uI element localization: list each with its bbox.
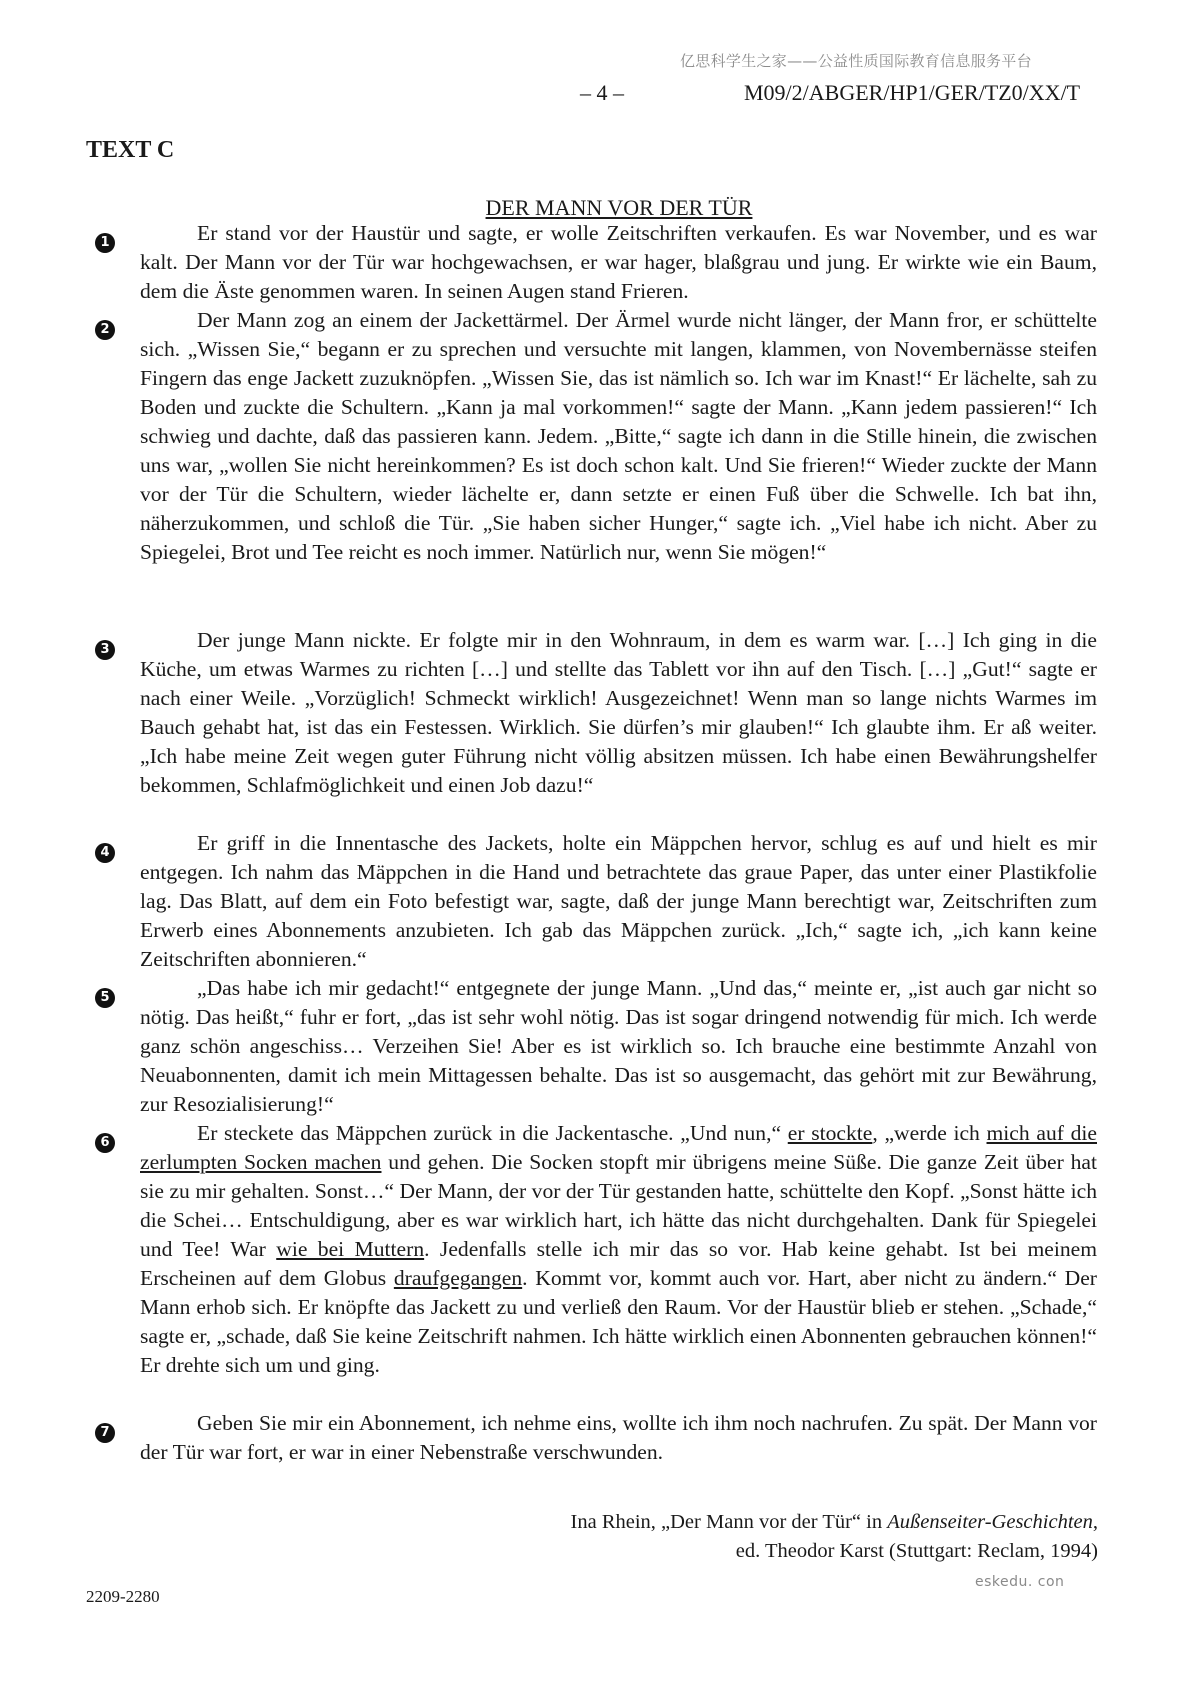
citation-line-1 [398, 1508, 1098, 1537]
paragraph-7: Geben Sie mir ein Abonnement, ich nehme eins, wollte ich ihm noch nachrufen. Zu spät. Der Mann vor der Tür war fort, er war in einer Nebenstraße verschwunden. [140, 1411, 1097, 1464]
underlined-phrase-2: mich auf die zerlumpten Socken machen [140, 1121, 1097, 1174]
paragraph-1: Er stand vor der Haustür und sagte, er wolle Zeitschriften verkaufen. Es war November, und es war kalt. Der Mann vor der Tür war hochgewachsen, er war hager, blaßgrau und jung. Er wirkte wie ein Baum, dem die Äste genommen waren. In seinen Augen stand Frieren. [140, 221, 1097, 303]
paragraph-marker-2: 2 [95, 320, 115, 340]
paragraph-6-text-4: . Jedenfalls stelle ich mir das so vor. Hab keine gehabt. Ist bei meinem Erscheinen auf dem Globus [140, 1237, 1097, 1290]
paragraph-marker-7: 7 [95, 1423, 115, 1443]
watermark-top: 亿思科学生之家——公益性质国际教育信息服务平台 [680, 52, 1032, 70]
paragraph-2: Der Mann zog an einem der Jackettärmel. Der Ärmel wurde nicht länger, der Mann fror, er schüttelte sich. „Wissen Sie,“ begann er zu sprechen und versuchte mit langen, klammen, von Novembernässe steifen Fingern das enge Jackett zuzuknöpfen. „Wissen Sie, das ist nämlich so. Ich war im Knast!“ Er lächelte, sah zu Boden und zuckte die Schultern. „Kann ja mal vorkommen!“ sagte der Mann. „Kann jedem passieren!“ Ich schwieg und dachte, daß das passieren kann. Jedem. „Bitte,“ sagte ich dann in die Stille hinein, die zwischen uns war, „wollen Sie nicht hereinkommen? Es ist doch schon kalt. Und Sie frieren!“ Wieder zuckte der Mann vor der Tür die Schultern, wieder lächelte er, dann setzte er einen Fuß über die Schwelle. Ich bat ihn, näherzukommen, und schloß die Tür. „Sie haben sicher Hunger,“ sagte ich. „Viel habe ich nicht. Aber zu Spiegelei, Brot und Tee reicht es noch immer. Natürlich nur, wenn Sie mögen!“ [140, 308, 1097, 564]
paragraph-marker-3: 3 [95, 640, 115, 660]
citation-line-2: ed. Theodor Karst (Stuttgart: Reclam, 1994) [735, 1540, 1098, 1562]
watermark-bottom: eskedu. con [975, 1574, 1065, 1590]
paragraph-marker-1: 1 [95, 233, 115, 253]
citation-prefix: Ina Rhein, „Der Mann vor der Tür“ in [570, 1511, 888, 1533]
paragraph-5: „Das habe ich mir gedacht!“ entgegnete der junge Mann. „Und das,“ meinte er, „ist auch gar nicht so nötig. Das heißt,“ fuhr er fort, „das ist sehr wohl nötig. Das ist sogar dringend notwendig für mich. Ich werde ganz schön angeschiss… Verzeihen Sie! Aber es ist wirklich so. Ich brauche eine bestimmte Anzahl von Neuabonnenten, damit ich mein Mittagessen behalte. Das ist so ausgemacht, das gehört mit zur Bewährung, zur Resozialisierung!“ [140, 976, 1097, 1116]
paragraph-marker-6: 6 [95, 1133, 115, 1153]
page-title: DER MANN VOR DER TÜR [485, 195, 753, 220]
underlined-phrase-3: wie bei Muttern [276, 1237, 425, 1261]
citation-book-title: Außenseiter-Geschichten [887, 1511, 1093, 1533]
paragraph-6 [140, 1119, 1097, 1380]
paragraph-6-text-3: und gehen. Die Socken stopft mir übrigens meine Süße. Die ganze Zeit über hat sie zu mir gehalten. Sonst…“ Der Mann, der vor der Tür gestanden hatte, schüttelte den Kopf. „Sonst hätte ich die Schei… Entschuldigung, aber es war wirklich hart, ich hätte das nicht durchgehalten. Dank für Spiegelei und Tee! War [140, 1150, 1097, 1261]
footer-code: 2209-2280 [86, 1587, 160, 1606]
citation [398, 1508, 1098, 1566]
paragraph-marker-5: 5 [95, 988, 115, 1008]
paragraph-6-text-1: Er steckete das Mäppchen zurück in die Jackentasche. „Und nun,“ [197, 1121, 788, 1145]
paragraph-6-text-5: . Kommt vor, kommt auch vor. Hart, aber nicht zu ändern.“ Der Mann erhob sich. Er knöpfte das Jackett zu und verließ den Raum. Vor der Haustür blieb er stehen. „Schade,“ sagte er, „schade, daß Sie keine Zeitschrift nahmen. Ich hätte wirklich einen Abonnenten gebrauchen können!“ Er drehte sich um und ging. [140, 1266, 1097, 1377]
underlined-phrase-1: er stockte [787, 1121, 873, 1145]
page-number: – 4 – [580, 80, 624, 105]
section-label: TEXT C [86, 137, 175, 163]
exam-code: M09/2/ABGER/HP1/GER/TZ0/XX/T [744, 80, 1081, 105]
citation-suffix: , [1092, 1511, 1098, 1533]
paragraph-6-text-2: , „werde ich [872, 1121, 987, 1145]
underlined-phrase-4: draufgegangen [393, 1266, 523, 1290]
paragraph-4: Er griff in die Innentasche des Jackets, holte ein Mäppchen hervor, schlug es auf und hielt es mir entgegen. Ich nahm das Mäppchen in die Hand und betrachtete das graue Paper, das unter einer Plastikfolie lag. Das Blatt, auf dem ein Foto befestigt war, sagte, daß der junge Mann berechtigt war, Zeitschriften zum Erwerb eines Abonnements anzubieten. Ich gab das Mäppchen zurück. „Ich,“ sagte ich, „ich kann keine Zeitschriften abonnieren.“ [140, 831, 1097, 971]
paragraph-3: Der junge Mann nickte. Er folgte mir in den Wohnraum, in dem es warm war. […] Ich ging in die Küche, um etwas Warmes zu richten […] und stellte das Tablett vor ihn auf den Tisch. […] „Gut!“ sagte er nach einer Weile. „Vorzüglich! Schmeckt wirklich! Ausgezeichnet! Wenn man so lange nichts Warmes im Bauch gehabt hat, ist das ein Festessen. Wirklich. Sie dürfen’s mir glauben!“ Ich glaubte ihm. Er aß weiter. „Ich habe meine Zeit wegen guter Führung nicht völlig absitzen müssen. Ich habe einen Bewährungshelfer bekommen, Schlafmöglichkeit und einen Job dazu!“ [140, 628, 1097, 797]
paragraph-marker-4: 4 [95, 843, 115, 863]
